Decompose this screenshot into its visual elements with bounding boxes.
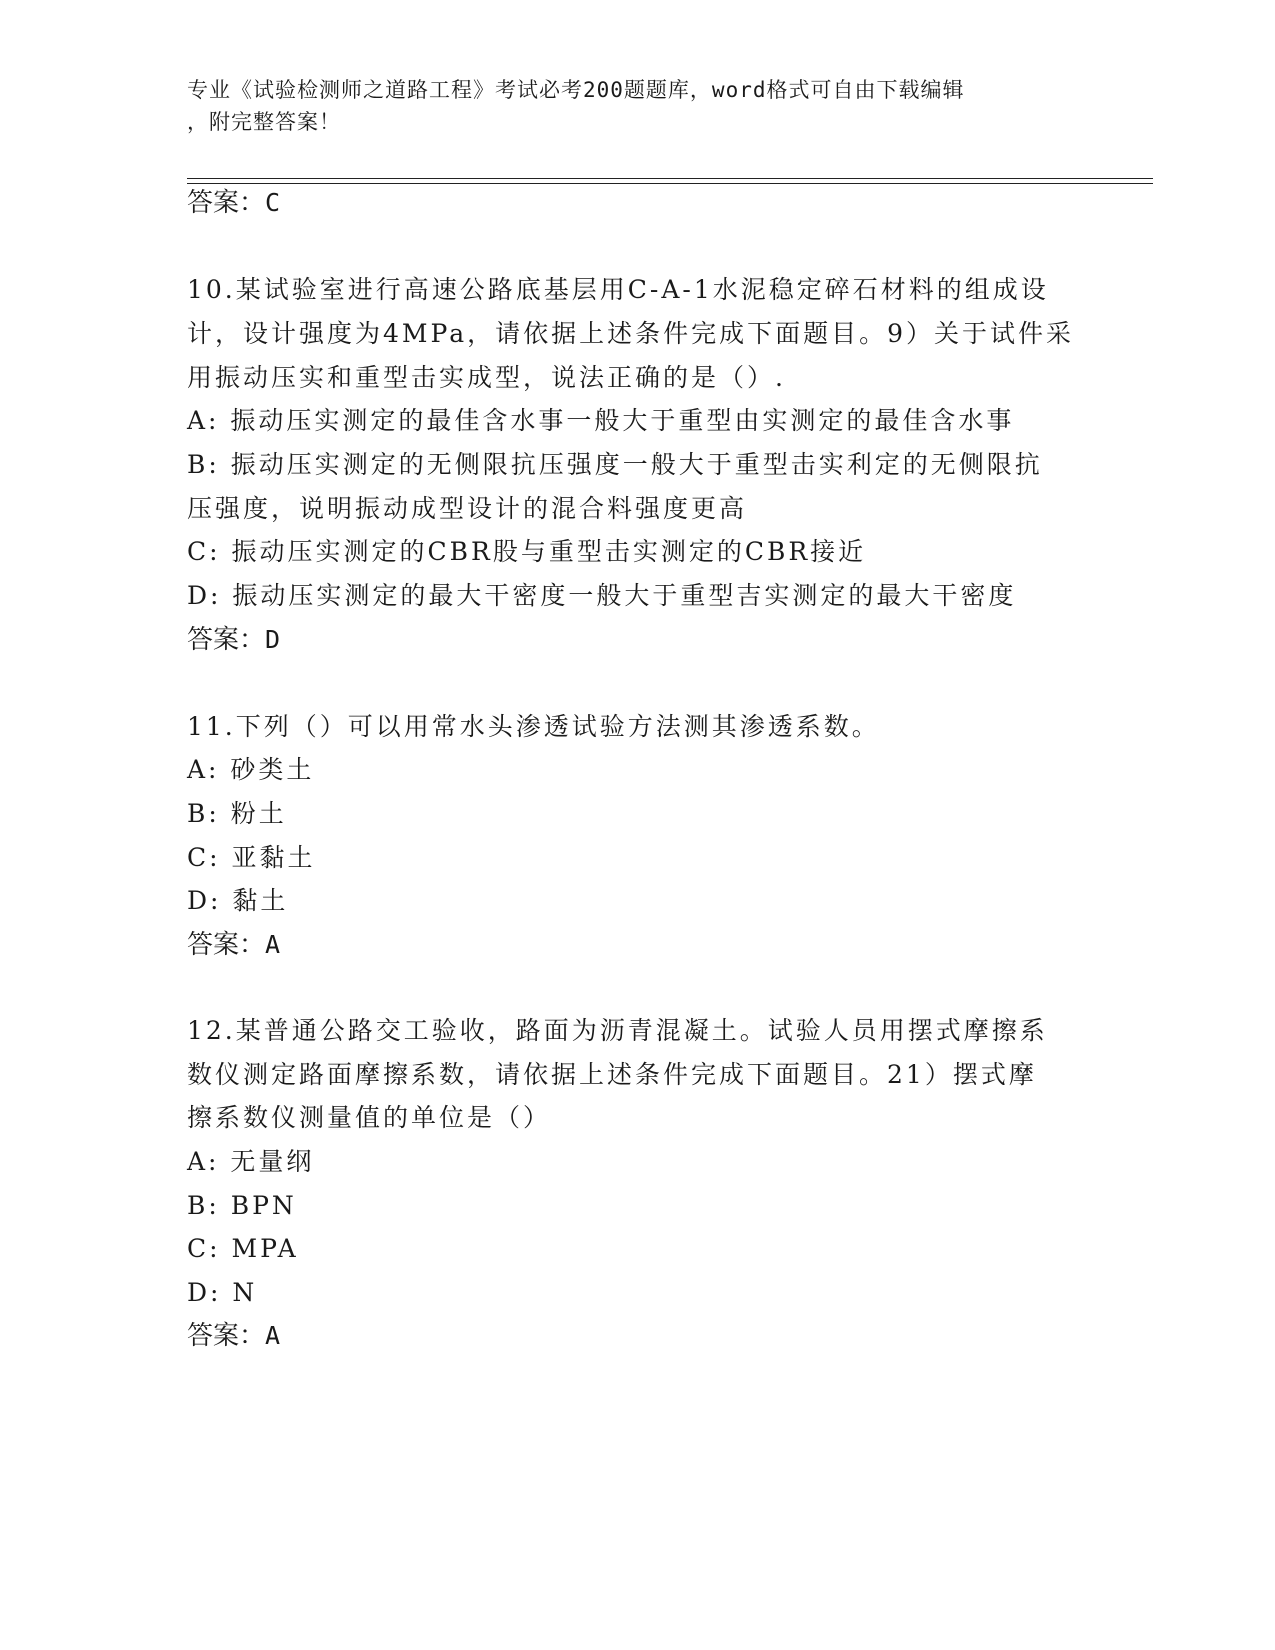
question-11-option-b: B: 粉土 — [187, 799, 287, 828]
answer-label: 答案： — [187, 625, 266, 655]
question-10-option-b: B: 振动压实测定的无侧限抗压强度一般大于重型击实利定的无侧限抗 — [187, 450, 1043, 479]
question-12-option-a: A: 无量纲 — [187, 1147, 315, 1176]
header-line-2: ，附完整答案！ — [187, 110, 341, 134]
question-11-option-d: D: 黏土 — [187, 886, 289, 915]
question-11-option-c: C: 亚黏土 — [187, 843, 316, 872]
answer-value: A — [265, 1321, 281, 1350]
question-11-answer — [187, 929, 280, 961]
answer-value: C — [265, 188, 281, 217]
answer-value: D — [265, 625, 281, 654]
question-10-text-line-2: 计，设计强度为4MPa，请依据上述条件完成下面题目。9）关于试件采 — [187, 319, 1075, 348]
question-10-option-a: A: 振动压实测定的最佳含水事一般大于重型由实测定的最佳含水事 — [187, 406, 1015, 435]
question-12-text-line-1: 12.某普通公路交工验收，路面为沥青混凝土。试验人员用摆式摩擦系 — [187, 1016, 1048, 1045]
header-divider-top — [187, 178, 1153, 179]
question-11-option-a: A: 砂类土 — [187, 755, 315, 784]
header-line-1: 专业《试验检测师之道路工程》考试必考200题题库，word格式可自由下载编辑 — [187, 78, 965, 102]
answer-label: 答案： — [187, 930, 266, 960]
question-10-option-d: D: 振动压实测定的最大干密度一般大于重型吉实测定的最大干密度 — [187, 581, 1017, 610]
question-10-option-c: C: 振动压实测定的CBR股与重型击实测定的CBR接近 — [187, 537, 867, 566]
answer-value: A — [265, 930, 281, 959]
answer-label: 答案： — [187, 1321, 266, 1351]
question-12-answer — [187, 1320, 280, 1352]
question-10-text-line-3: 用振动压实和重型击实成型，说法正确的是（）. — [187, 363, 786, 392]
question-10-text-line-1: 10.某试验室进行高速公路底基层用C-A-1水泥稳定碎石材料的组成设 — [187, 275, 1049, 304]
question-12-option-c: C: MPA — [187, 1234, 299, 1263]
question-10-answer — [187, 624, 280, 656]
answer-label: 答案： — [187, 188, 266, 218]
prev-answer — [187, 187, 280, 219]
question-12-text-line-3: 擦系数仪测量值的单位是（） — [187, 1103, 552, 1132]
header-divider-bottom — [187, 183, 1153, 184]
question-12-text-line-2: 数仪测定路面摩擦系数，请依据上述条件完成下面题目。21）摆式摩 — [187, 1060, 1037, 1089]
question-12-option-d: D: N — [187, 1278, 258, 1307]
question-11-text-line-1: 11.下列（）可以用常水头渗透试验方法测其渗透系数。 — [187, 712, 880, 741]
question-10-option-b-cont: 压强度，说明振动成型设计的混合料强度更高 — [187, 494, 748, 523]
document-header — [187, 74, 1087, 138]
question-12-option-b: B: BPN — [187, 1191, 297, 1220]
